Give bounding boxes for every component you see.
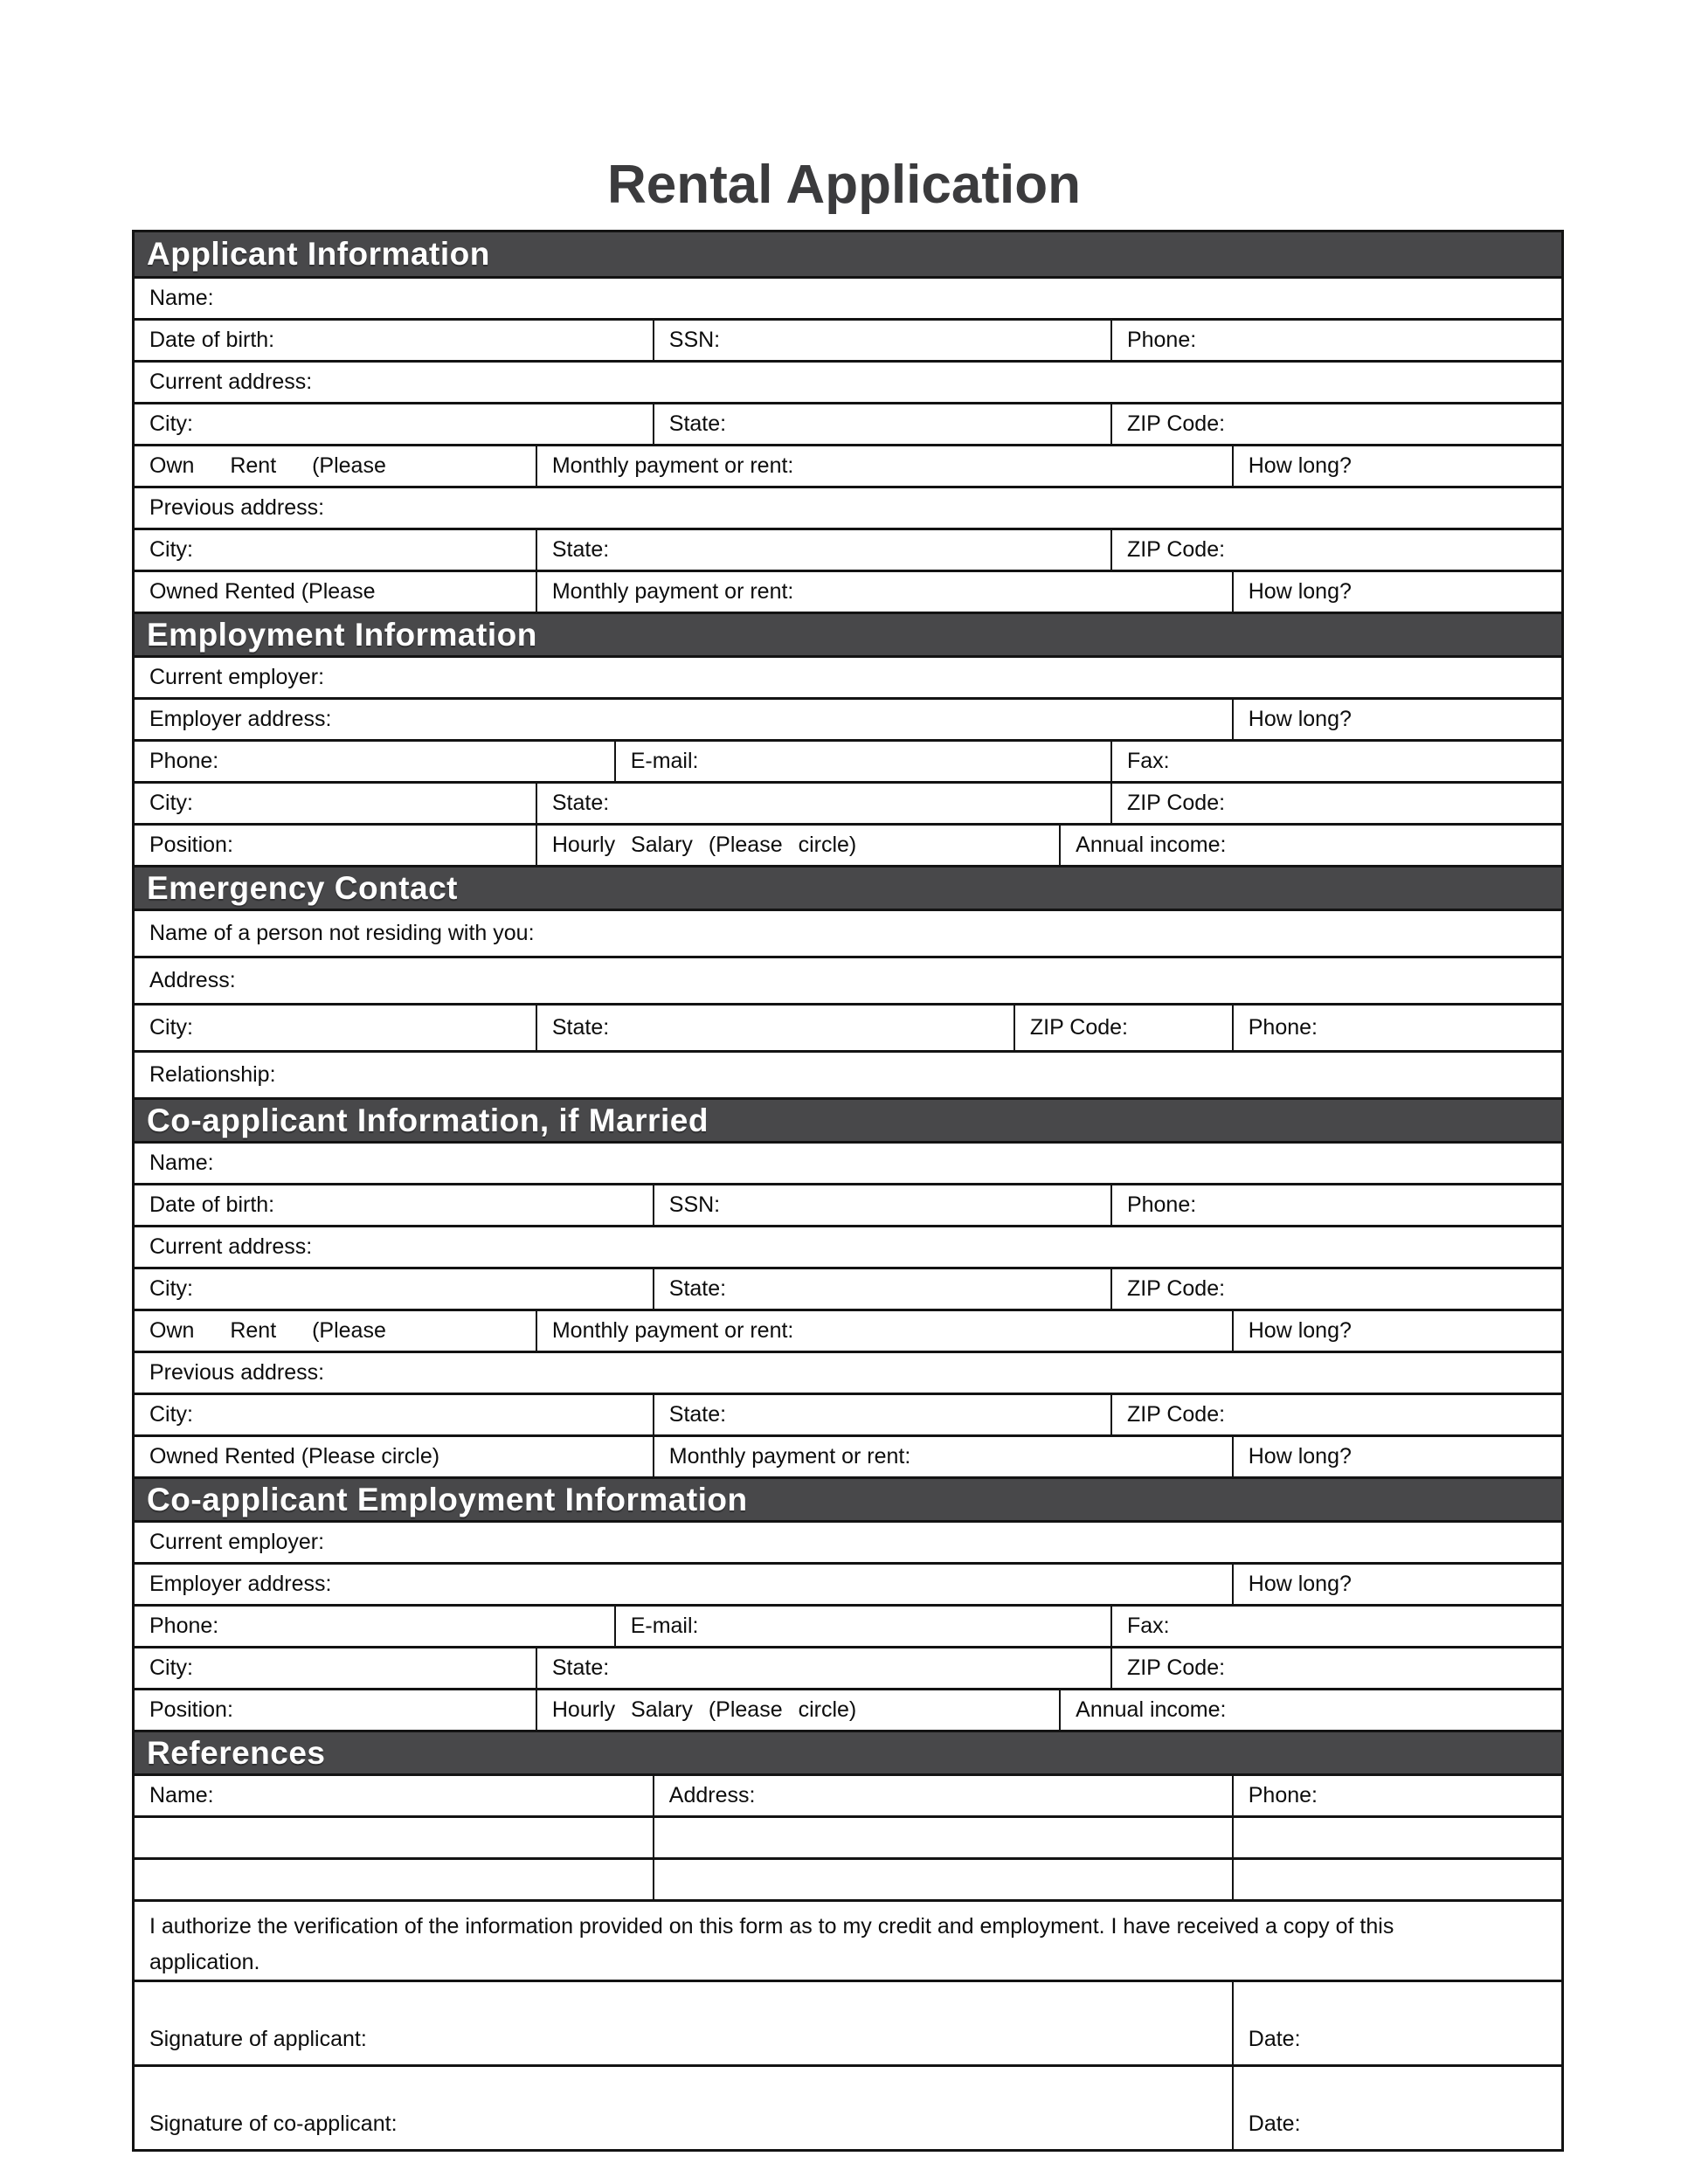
field-phone xyxy=(1232,1776,1561,1815)
form-row xyxy=(135,1003,1561,1050)
field-state xyxy=(653,1395,1110,1434)
field-label: Phone: xyxy=(149,749,219,773)
field-i-authorize-the-verification-of-the-information-provided-on-this-form-as-to-my-credit-and-employment-i-have-received-a-copy-of-this-application xyxy=(135,1902,1561,1980)
field-label: E-mail: xyxy=(630,1614,699,1638)
field-label: How long? xyxy=(1248,1572,1352,1596)
field-label: How long? xyxy=(1248,1318,1352,1343)
field-how-long xyxy=(1232,572,1561,612)
field-city xyxy=(135,1648,536,1688)
field-label: Signature of applicant: xyxy=(149,2027,367,2051)
field-label: Name: xyxy=(149,286,214,310)
field-annual-income xyxy=(1059,1690,1561,1730)
field-label: Name of a person not residing with you: xyxy=(149,921,535,945)
field-label: Date: xyxy=(1248,2027,1301,2051)
field-label: Signature of co-applicant: xyxy=(149,2111,398,2136)
field-label: City: xyxy=(149,537,193,562)
field-label: ZIP Code: xyxy=(1029,1015,1129,1040)
field-how-long xyxy=(1232,1311,1561,1351)
field-label: City: xyxy=(149,1402,193,1427)
form-row xyxy=(135,697,1561,739)
form-row xyxy=(135,318,1561,360)
field-previous-address xyxy=(135,1353,1561,1393)
authorization-text: I authorize the verification of the information provided on this form as to my credit and employment. I have received a copy of this application. xyxy=(149,1914,1394,1975)
field-label: Hourly Salary (Please circle) xyxy=(551,1697,857,1722)
field-label: Own Rent (Please xyxy=(149,453,386,478)
field-label: Name: xyxy=(149,1151,214,1175)
form-row xyxy=(135,360,1561,402)
form-row xyxy=(135,1309,1561,1351)
field-label: Monthly payment or rent: xyxy=(551,453,794,478)
field-signature-of-co-applicant xyxy=(135,2067,1232,2149)
field-name xyxy=(135,279,1561,318)
field-zip-code xyxy=(1110,404,1561,444)
form-row xyxy=(135,1688,1561,1730)
form-row xyxy=(135,444,1561,486)
section-title: Applicant Information xyxy=(147,236,490,272)
field-label: SSN: xyxy=(668,1192,721,1217)
field-label: How long? xyxy=(1248,453,1352,478)
field-label: City: xyxy=(149,1015,193,1040)
field-employer-address xyxy=(135,700,1232,739)
field-label: City: xyxy=(149,411,193,436)
form-row xyxy=(135,739,1561,781)
field-relationship xyxy=(135,1053,1561,1097)
empty-cell xyxy=(1232,1818,1561,1857)
field-monthly-payment-or-rent xyxy=(536,572,1232,612)
field-label: Previous address: xyxy=(149,1360,325,1385)
field-label: State: xyxy=(551,1015,610,1040)
field-label: Date: xyxy=(1248,2111,1301,2136)
empty-cell xyxy=(135,1860,653,1899)
field-label: Fax: xyxy=(1126,749,1170,773)
field-hourly-salary-please-circle xyxy=(536,1690,1059,1730)
field-label: Employer address: xyxy=(149,707,332,731)
form-row xyxy=(135,1815,1561,1857)
field-label: Address: xyxy=(149,968,236,992)
form-row xyxy=(135,909,1561,956)
form-row xyxy=(135,402,1561,444)
field-city xyxy=(135,530,536,570)
field-label: State: xyxy=(551,537,610,562)
field-how-long xyxy=(1232,1437,1561,1476)
field-label: ZIP Code: xyxy=(1126,1402,1226,1427)
field-phone xyxy=(1110,1185,1561,1225)
form-row xyxy=(135,823,1561,865)
field-state xyxy=(536,530,1110,570)
field-previous-address xyxy=(135,488,1561,528)
field-name xyxy=(135,1776,653,1815)
field-label: Owned Rented (Please circle) xyxy=(149,1444,440,1469)
field-fax xyxy=(1110,742,1561,781)
form-row xyxy=(135,1393,1561,1434)
field-label: ZIP Code: xyxy=(1126,1655,1226,1680)
form-row xyxy=(135,1857,1561,1899)
form-row xyxy=(135,1267,1561,1309)
field-label: Monthly payment or rent: xyxy=(551,1318,794,1343)
empty-cell xyxy=(653,1860,1232,1899)
field-label: Date of birth: xyxy=(149,328,275,352)
form-row xyxy=(135,276,1561,318)
section-header-co-applicant-employment-information xyxy=(135,1476,1561,1520)
field-label: Previous address: xyxy=(149,495,325,520)
form-row xyxy=(135,1646,1561,1688)
field-label: State: xyxy=(668,1402,727,1427)
section-title: Emergency Contact xyxy=(147,869,458,906)
form-row xyxy=(135,1773,1561,1815)
field-label: Current address: xyxy=(149,370,313,394)
field-signature-of-applicant xyxy=(135,1982,1232,2064)
field-own-rent-please xyxy=(135,446,536,486)
field-fax xyxy=(1110,1607,1561,1646)
field-city xyxy=(135,784,536,823)
field-ssn xyxy=(653,321,1110,360)
field-city xyxy=(135,1006,536,1050)
section-header-references xyxy=(135,1730,1561,1773)
field-label: Date of birth: xyxy=(149,1192,275,1217)
field-label: How long? xyxy=(1248,707,1352,731)
form-row xyxy=(135,1899,1561,1980)
field-e-mail xyxy=(614,1607,1110,1646)
field-zip-code xyxy=(1110,784,1561,823)
field-date xyxy=(1232,1982,1561,2064)
field-how-long xyxy=(1232,446,1561,486)
field-ssn xyxy=(653,1185,1110,1225)
field-annual-income xyxy=(1059,826,1561,865)
form-row xyxy=(135,956,1561,1003)
field-address xyxy=(135,958,1561,1003)
field-zip-code xyxy=(1013,1006,1232,1050)
field-label: ZIP Code: xyxy=(1126,791,1226,815)
field-how-long xyxy=(1232,1565,1561,1604)
field-label: E-mail: xyxy=(630,749,699,773)
field-current-address xyxy=(135,363,1561,402)
section-title: Employment Information xyxy=(147,616,537,653)
empty-cell xyxy=(653,1818,1232,1857)
field-label: Current address: xyxy=(149,1234,313,1259)
field-label: Address: xyxy=(668,1783,756,1807)
field-label: Position: xyxy=(149,1697,233,1722)
field-phone xyxy=(1110,321,1561,360)
field-current-employer xyxy=(135,658,1561,697)
field-position xyxy=(135,826,536,865)
page-title: Rental Application xyxy=(607,155,1081,215)
field-label: Employer address: xyxy=(149,1572,332,1596)
empty-cell xyxy=(1232,1860,1561,1899)
field-label: State: xyxy=(551,791,610,815)
form-row xyxy=(135,1141,1561,1183)
form-row xyxy=(135,486,1561,528)
field-current-employer xyxy=(135,1523,1561,1562)
field-label: Current employer: xyxy=(149,665,325,689)
field-city xyxy=(135,404,653,444)
section-title: Co-applicant Information, if Married xyxy=(147,1102,709,1138)
field-label: Current employer: xyxy=(149,1530,325,1554)
field-monthly-payment-or-rent xyxy=(536,1311,1232,1351)
field-label: Owned Rented (Please xyxy=(149,579,376,604)
field-label: Relationship: xyxy=(149,1062,276,1087)
form-row xyxy=(135,1604,1561,1646)
form-row xyxy=(135,1050,1561,1097)
field-label: Phone: xyxy=(149,1614,219,1638)
field-zip-code xyxy=(1110,1395,1561,1434)
rental-application-form xyxy=(132,230,1564,2152)
field-label: ZIP Code: xyxy=(1126,537,1226,562)
field-label: Fax: xyxy=(1126,1614,1170,1638)
field-position xyxy=(135,1690,536,1730)
field-label: City: xyxy=(149,791,193,815)
field-label: Position: xyxy=(149,833,233,857)
section-header-applicant-information xyxy=(135,232,1561,276)
field-state xyxy=(653,1269,1110,1309)
field-owned-rented-please xyxy=(135,572,536,612)
section-header-co-applicant-information-if-married xyxy=(135,1097,1561,1141)
field-state xyxy=(536,1006,1013,1050)
section-title: Co-applicant Employment Information xyxy=(147,1481,748,1517)
field-zip-code xyxy=(1110,530,1561,570)
field-label: Annual income: xyxy=(1076,1697,1227,1722)
field-label: Name: xyxy=(149,1783,214,1807)
field-phone xyxy=(1232,1006,1561,1050)
field-city xyxy=(135,1395,653,1434)
field-label: State: xyxy=(668,1276,727,1301)
field-own-rent-please xyxy=(135,1311,536,1351)
form-row xyxy=(135,1183,1561,1225)
field-employer-address xyxy=(135,1565,1232,1604)
form-row xyxy=(135,1434,1561,1476)
field-label: Phone: xyxy=(1248,1015,1318,1040)
section-header-emergency-contact xyxy=(135,865,1561,909)
field-label: ZIP Code: xyxy=(1126,411,1226,436)
field-label: Monthly payment or rent: xyxy=(551,579,794,604)
field-label: State: xyxy=(551,1655,610,1680)
field-label: Monthly payment or rent: xyxy=(668,1444,911,1469)
field-label: Annual income: xyxy=(1076,833,1227,857)
field-address xyxy=(653,1776,1232,1815)
section-title: References xyxy=(147,1734,326,1771)
field-phone xyxy=(135,742,614,781)
field-name xyxy=(135,1144,1561,1183)
form-row xyxy=(135,2064,1561,2149)
form-row xyxy=(135,1225,1561,1267)
field-state xyxy=(536,784,1110,823)
form-row xyxy=(135,528,1561,570)
field-label: City: xyxy=(149,1655,193,1680)
form-row xyxy=(135,781,1561,823)
field-label: How long? xyxy=(1248,579,1352,604)
field-label: State: xyxy=(668,411,727,436)
field-label: Phone: xyxy=(1126,1192,1197,1217)
form-row xyxy=(135,1520,1561,1562)
field-phone xyxy=(135,1607,614,1646)
section-header-employment-information xyxy=(135,612,1561,655)
empty-cell xyxy=(135,1818,653,1857)
field-label: Hourly Salary (Please circle) xyxy=(551,833,857,857)
field-e-mail xyxy=(614,742,1110,781)
field-label: How long? xyxy=(1248,1444,1352,1469)
field-state xyxy=(536,1648,1110,1688)
field-owned-rented-please-circle xyxy=(135,1437,653,1476)
field-state xyxy=(653,404,1110,444)
field-date xyxy=(1232,2067,1561,2149)
field-zip-code xyxy=(1110,1648,1561,1688)
form-row xyxy=(135,655,1561,697)
field-label: Phone: xyxy=(1126,328,1197,352)
field-zip-code xyxy=(1110,1269,1561,1309)
field-how-long xyxy=(1232,700,1561,739)
field-date-of-birth xyxy=(135,321,653,360)
form-row xyxy=(135,570,1561,612)
field-label: Phone: xyxy=(1248,1783,1318,1807)
form-row xyxy=(135,1980,1561,2064)
field-label: Own Rent (Please xyxy=(149,1318,386,1343)
field-current-address xyxy=(135,1227,1561,1267)
field-name-of-a-person-not-residing-with-you xyxy=(135,911,1561,956)
form-row xyxy=(135,1351,1561,1393)
field-label: ZIP Code: xyxy=(1126,1276,1226,1301)
field-label: City: xyxy=(149,1276,193,1301)
field-city xyxy=(135,1269,653,1309)
field-hourly-salary-please-circle xyxy=(536,826,1059,865)
field-monthly-payment-or-rent xyxy=(653,1437,1232,1476)
field-monthly-payment-or-rent xyxy=(536,446,1232,486)
field-label: SSN: xyxy=(668,328,721,352)
field-date-of-birth xyxy=(135,1185,653,1225)
form-row xyxy=(135,1562,1561,1604)
